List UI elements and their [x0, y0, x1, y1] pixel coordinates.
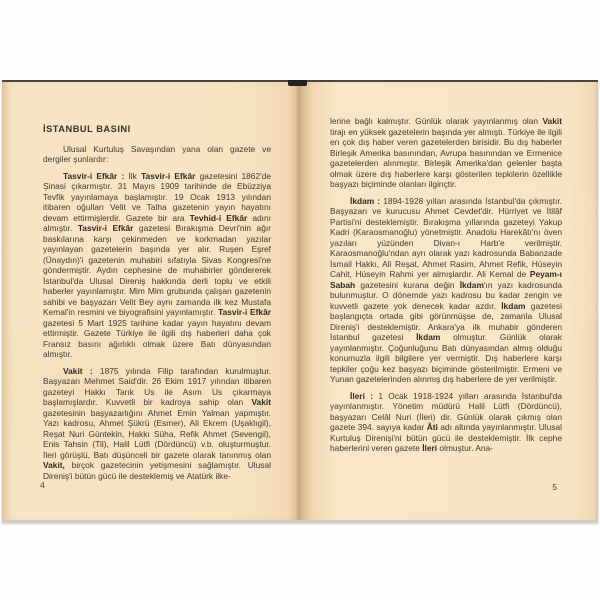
bold-text: Vakit :	[63, 365, 100, 376]
body-text: birçok gazetecinin yetişmesini sağlamıştır. Ulusal Direniş'i bütün gücü ile desteklemiş ve Atatürk ilke-	[43, 460, 271, 481]
paragraph	[43, 171, 271, 360]
body-text: 1894-1928 yılları arasında İstanbul'da çıkmıştır. Başyazarı ve kurucusu Ahmet Cevdet'dir. Hürriyet ve İtilâf Partisi'ni desteklemiştir. Bırakışma yıllarında gazeteyi Yakup Kadri (Karaosmanoğlu) yönetmiştir. Anadolu Harekâtı'nı öven yazıları yüzünden Divan-ı Harb'e verilmiştir. Karaosmanoğlu'ndan ayrı olarak yazı kadrosunda Babanzade İsmail Hakkı, Ali Reşat, Ahmet Rasim, Ahmet Refik, Hüseyin Cahit, Hüseyin Rahmi yer almışlardır. Ali Kemal de	[330, 195, 562, 279]
bold-text: İleri :	[350, 390, 379, 401]
body-text: gazetesinin başyazarlığını Ahmet Emin Yalman yapmıştır. Yazı kadrosu, Ahmet Şükrü (Esmer), Ali Ekrem (Uşaklıgil), Reşat Nuri Güntekin, Hakkı Süha, Refik Ahmet (Sevengil), Enis Tahsin (Til), Halil Lütfi (Dördüncü) v.b. oluşturmuştur. İleri görüşlü, Batı düşünceli bir gazete olarak tanınmış olan	[43, 407, 271, 460]
right-page	[300, 82, 598, 520]
binding-notch	[288, 80, 307, 86]
right-page-paragraphs	[330, 116, 562, 454]
bold-text: İkdam	[501, 300, 526, 311]
bold-text: İkdam	[459, 279, 484, 290]
paragraph	[43, 366, 271, 482]
body-text: adı altında yayınlanmıştır. Ulusal Kurtuluş Direnişi'ni bütün gücü ile desteklemiştir. İlk cephe haberlerini veren gazete	[330, 422, 562, 453]
left-page	[2, 82, 300, 520]
bold-text: İleri	[422, 443, 438, 453]
book-spread	[2, 80, 598, 522]
bold-text: Peyam-ı Sabah	[330, 269, 562, 290]
body-text: gazetesi Bırakışma Devri'nin ağır baskılarına karşı çekinmeden ve korkmadan yazılar yayınlayan gazetelerin başında yer alır. Ruşen Eşref (Ünaydın)'i gazetenin muhabiri sıfatıyla Sivas Kongresi'ne göndermiştir. Aydın cephesine de muhabirler göndererek İstanbul'da Ulusal Direniş hakkında derli toplu ve etkili haberler yayınlamıştır. Mim Mim grubunda çalışan gazetenin sahibi ve başyazarı Velit Bey aynı zamanda ilk kez Mustafa Kemal'in resmini ve biyografisini yayınlamıştır.	[43, 223, 271, 317]
bold-text: Vakit	[251, 397, 271, 407]
body-text: İlk	[128, 170, 142, 181]
body-text: 'ın yazı kadrosunda bulunmuştur. O dönemde yazı kadrosu bu kadar zengin ve kuvvetli gazete yok denecek kadar azdır.	[330, 279, 562, 311]
paragraph	[330, 196, 562, 385]
body-text: gazetesi başlangıçta ortada gibi görünmüşse de, zamanla Ulusal Direniş'i desteklemiştir. Ankara'ya ilk muhabir gönderen İstanbul gazetesi	[330, 300, 562, 342]
page-number-left: 4	[40, 480, 45, 490]
bold-text: Tasvir-i Efkâr	[141, 170, 196, 181]
body-text: Ulusal Kurtuluş Savaşından yana olan gazete ve dergiler şunlardır:	[43, 143, 271, 164]
body-text: gazetesini kurana değin	[355, 279, 460, 290]
body-text: olmuştur. Günlük olarak yayınlanmıştır. Çoğunluğunu Batı dünyasından almış olduğu konumuzla ilgili bilgilere yer vermiştir. Dış haberlere karşı tepkiler çoğu kez başyazı biçiminde gösterilmiştir. Ermeni ve Yunan gazetelerinden alınmış dış haberlere de yer verilmiştir.	[330, 332, 562, 384]
left-page-paragraphs	[43, 144, 271, 482]
bold-text: Vakit	[542, 116, 562, 126]
body-text: tirajı en yüksek gazetelerin başında yer almıştı. Türkiye ile ilgili en çok dış haber veren gazetelerden birisidir. Bu dış haberler Birleşik Amerika basınından, Avrupa basınından ve Ermenice gazetelerden alınmıştır. Birleşik Amerika'dan gelenler başta olmak üzere dış haberlere karşı gösterilen tepkilerin özellikle başyazı biçiminde olanları ilginçtir.	[330, 126, 562, 189]
body-text: 1875 yılında Filip tarafından kurulmuştur. Başyazarı Mehmet Said'dir. 26 Ekim 1917 yılından itibaren gazeteyi Hakkı Tarık Us ile Asım Us çıkarmaya başlamışlardır. Kuvvetli bir kadroya sahip olan	[43, 365, 271, 407]
paragraph	[43, 144, 271, 165]
bold-text: Tasvir-i Efkâr	[218, 307, 271, 317]
body-text: 1 Ocak 1918-1924 yılları arasında İstanbul'da yayınlanmıştır. Yönetim müdürü Halil Lütfi (Dördüncü), başyazarı Celâl Nuri (İleri) dir. Günlük olarak çıkmış olan gazete 394. sayıya kadar	[330, 390, 563, 432]
body-text: lerine bağlı kalmıştır. Günlük olarak yayınlanmış olan	[330, 116, 543, 126]
body-text: gazetesi 5 Mart 1925 tarihine kadar yayın hayatını devam ettirmiştir. Gazete Türkiye ile ilgili dış haberleri daha çok Fransız basını ağırlıklı olmak üzere Batı dünyasından almıştır.	[43, 317, 271, 359]
body-text: gazetesini 1862'de Şinasi çıkarmıştır. 31 Mayıs 1909 tarihinde de Ebüzziya Tevfik yayınlamaya başlamıştır. 19 Ocak 1913 yılından itibaren oğulları Velit ve Talha gazetenin yayın hayatını devam ettirmişlerdir. Gazete bir ara	[43, 170, 272, 223]
bold-text: İkdam	[416, 332, 441, 342]
paragraph	[330, 391, 562, 454]
bold-text: Âti	[426, 422, 438, 432]
bold-text: Tasvir-i Efkâr	[77, 223, 134, 233]
page-number-right: 5	[552, 482, 557, 492]
body-text: adını almıştır.	[43, 212, 271, 233]
bold-text: Tasvir-i Efkâr :	[63, 170, 129, 181]
paragraph	[330, 116, 562, 190]
body-text: olmuştur. Ana-	[437, 443, 493, 453]
bold-text: İkdam :	[350, 195, 384, 206]
bold-text: Tevhid-i Efkâr	[189, 212, 248, 223]
section-heading: İSTANBUL BASINI	[43, 124, 131, 134]
bold-text: Vakit,	[43, 460, 65, 470]
